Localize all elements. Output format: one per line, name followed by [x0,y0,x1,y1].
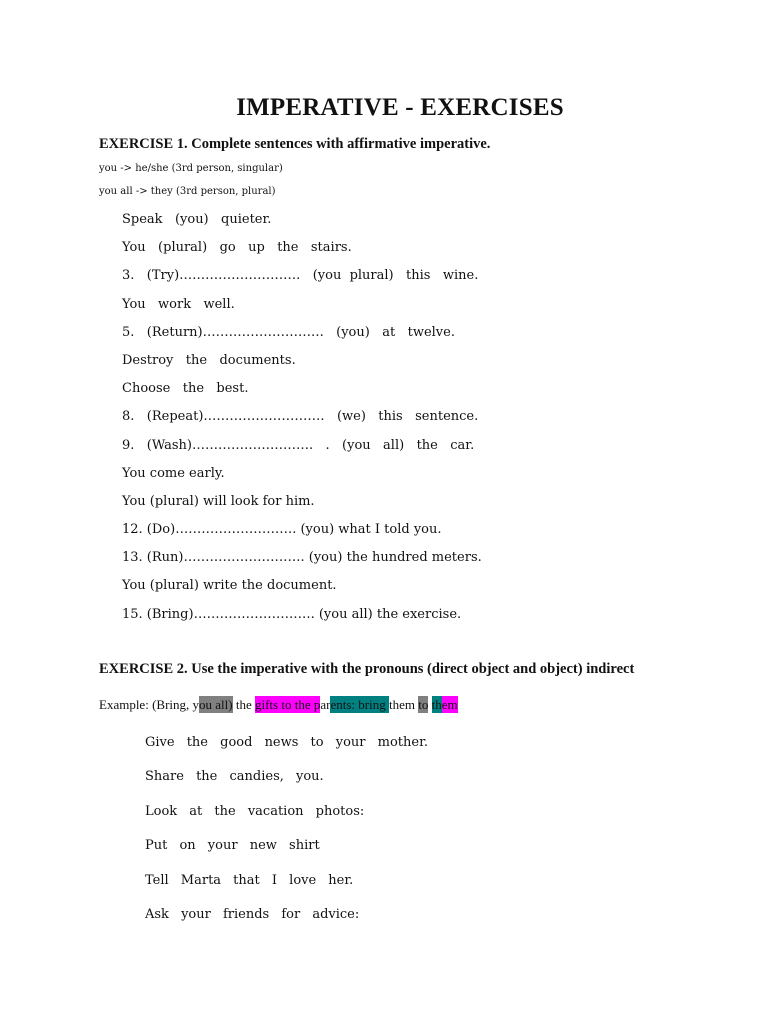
exercise-2-item: Tell Marta that I love her. [145,872,354,888]
exercise-1-list [122,210,482,633]
exercise-1-item: 13. (Run)………………………. (you) the hundred meters. [122,550,482,566]
exercise-2-heading: EXERCISE 2. Use the imperative with the pronouns (direct object and object) indirect [99,661,635,677]
example-segment-highlight-gray: to [418,697,429,712]
exercise-1-item: Speak (you) quieter. [122,212,272,227]
page-title: IMPERATIVE - EXERCISES [236,94,564,121]
exercise-1-item: You come early. [122,465,225,481]
exercise-2-item: Look at the vacation photos: [145,803,365,819]
example-segment-highlight-magenta: em [441,697,458,712]
exercise-1-heading: EXERCISE 1. Complete sentences with affirmative imperative. [99,136,491,152]
exercise-1-item: You work well. [122,296,235,312]
exercise-1-item: 9. (Wash)………………………. . (you all) the car. [122,437,475,453]
example-line [99,696,458,714]
example-segment: them [388,697,419,712]
example-segment-highlight-magenta: gifts to the p [254,697,321,712]
exercise-1-item: You (plural) go up the stairs. [122,240,352,256]
exercise-2-item: Put on your new shirt [145,838,320,854]
exercise-1-item: You (plural) write the document. [122,578,337,594]
example-segment: the [232,697,255,712]
exercise-1-item: 3. (Try)………………………. (you plural) this wine. [122,268,479,284]
example-segment-highlight-gray: ou all) [199,697,233,712]
exercise-1-item: Destroy the documents. [122,352,296,368]
exercise-1-item: 12. (Do)………………………. (you) what I told you. [122,522,442,538]
exercise-2-item: Give the good news to your mother. [145,735,428,750]
example-segment: Example: (Bring, y [99,697,200,712]
exercise-1-item: Choose the best. [122,381,249,397]
exercise-1-item: 8. (Repeat)………………………. (we) this sentence. [122,409,479,425]
exercise-1-item: 5. (Return)………………………. (you) at twelve. [122,324,455,340]
example-segment-highlight-teal: th [431,697,442,712]
note-plural: you all -> they (3rd person, plural) [99,186,276,197]
exercise-2-item: Share the candies, you. [145,769,324,785]
exercise-2-item: Ask your friends for advice: [145,906,360,922]
example-segment: ar [320,697,331,712]
exercise-2-list [145,733,428,939]
exercise-1-item: You (plural) will look for him. [122,493,315,509]
example-segment-highlight-teal: ents: bring [330,697,389,712]
note-singular: you -> he/she (3rd person, singular) [99,163,283,174]
exercise-1-item: 15. (Bring)………………………. (you all) the exercise. [122,606,462,622]
